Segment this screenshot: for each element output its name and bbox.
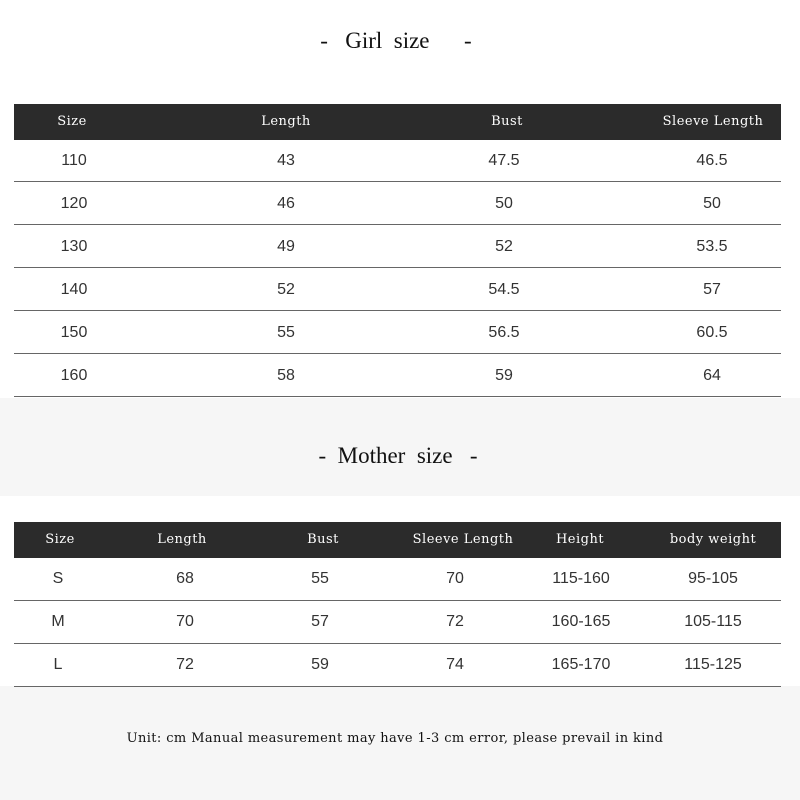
girl-cell: 43	[277, 152, 295, 169]
mother-header-body-weight: body weight	[669, 532, 757, 547]
girl-cell: 50	[495, 195, 513, 212]
girl-cell: 53.5	[696, 238, 728, 255]
mother-cell: M	[51, 613, 65, 630]
girl-cell: 52	[495, 238, 513, 255]
mother-cell: 55	[311, 570, 329, 587]
mother-cell: 57	[311, 613, 329, 630]
mother-cell: 95-105	[688, 570, 738, 587]
girl-cell: 140	[60, 281, 88, 298]
mother-header-sleeve-length: Sleeve Length	[412, 532, 514, 547]
girl-table-row	[14, 311, 781, 354]
girl-size-table	[14, 104, 781, 397]
girl-cell: 64	[703, 367, 721, 384]
mother-table-row	[14, 558, 781, 601]
girl-cell: 160	[60, 367, 88, 384]
girl-header-bust: Bust	[491, 114, 523, 129]
girl-table-header	[14, 104, 781, 140]
mother-cell: 115-160	[552, 570, 610, 587]
mother-cell: 72	[446, 613, 464, 630]
girl-cell: 55	[277, 324, 295, 341]
girl-table-row	[14, 140, 781, 182]
girl-table-row	[14, 182, 781, 225]
mother-size-title: - Mother size -	[318, 443, 478, 468]
mother-table-row	[14, 644, 781, 687]
mother-cell: 70	[446, 570, 464, 587]
girl-header-sleeve-length: Sleeve Length	[662, 114, 764, 129]
mother-cell: 160-165	[551, 613, 611, 630]
girl-table-row	[14, 354, 781, 397]
girl-cell: 150	[60, 324, 88, 341]
girl-cell: 120	[60, 195, 88, 212]
mother-header-length: Length	[157, 532, 207, 547]
girl-cell: 47.5	[488, 152, 520, 169]
girl-cell: 57	[703, 281, 721, 298]
girl-cell: 59	[495, 367, 513, 384]
girl-cell: 46.5	[696, 152, 728, 169]
mother-cell: 72	[176, 656, 194, 673]
girl-cell: 50	[703, 195, 721, 212]
mother-header-height: Height	[555, 532, 605, 547]
measurement-note: Unit: cm Manual measurement may have 1-3 cm error, please prevail in kind	[126, 731, 664, 746]
girl-size-title: - Girl size -	[320, 28, 472, 53]
mother-cell: 59	[311, 656, 329, 673]
mother-cell: 70	[176, 613, 194, 630]
mother-cell: 68	[176, 570, 194, 587]
girl-cell: 52	[277, 281, 295, 298]
mother-table-header	[14, 522, 781, 558]
mother-header-size: Size	[45, 532, 75, 547]
mother-cell: L	[53, 656, 63, 673]
girl-cell: 54.5	[488, 281, 520, 298]
girl-cell: 49	[277, 238, 295, 255]
mother-table-row	[14, 601, 781, 644]
girl-cell: 56.5	[488, 324, 520, 341]
mother-cell: 74	[446, 656, 464, 673]
girl-cell: 110	[61, 152, 87, 169]
girl-cell: 130	[60, 238, 88, 255]
girl-table-row	[14, 225, 781, 268]
girl-header-length: Length	[261, 114, 311, 129]
girl-header-size: Size	[57, 114, 87, 129]
girl-table-row	[14, 268, 781, 311]
mother-size-table	[14, 522, 781, 687]
girl-cell: 58	[277, 367, 295, 384]
mother-cell: 105-115	[684, 613, 742, 630]
mother-cell: 115-125	[684, 656, 742, 673]
girl-cell: 60.5	[696, 324, 728, 341]
mother-cell: S	[52, 570, 64, 587]
mother-cell: 165-170	[551, 656, 611, 673]
mother-header-bust: Bust	[307, 532, 339, 547]
girl-cell: 46	[277, 195, 295, 212]
